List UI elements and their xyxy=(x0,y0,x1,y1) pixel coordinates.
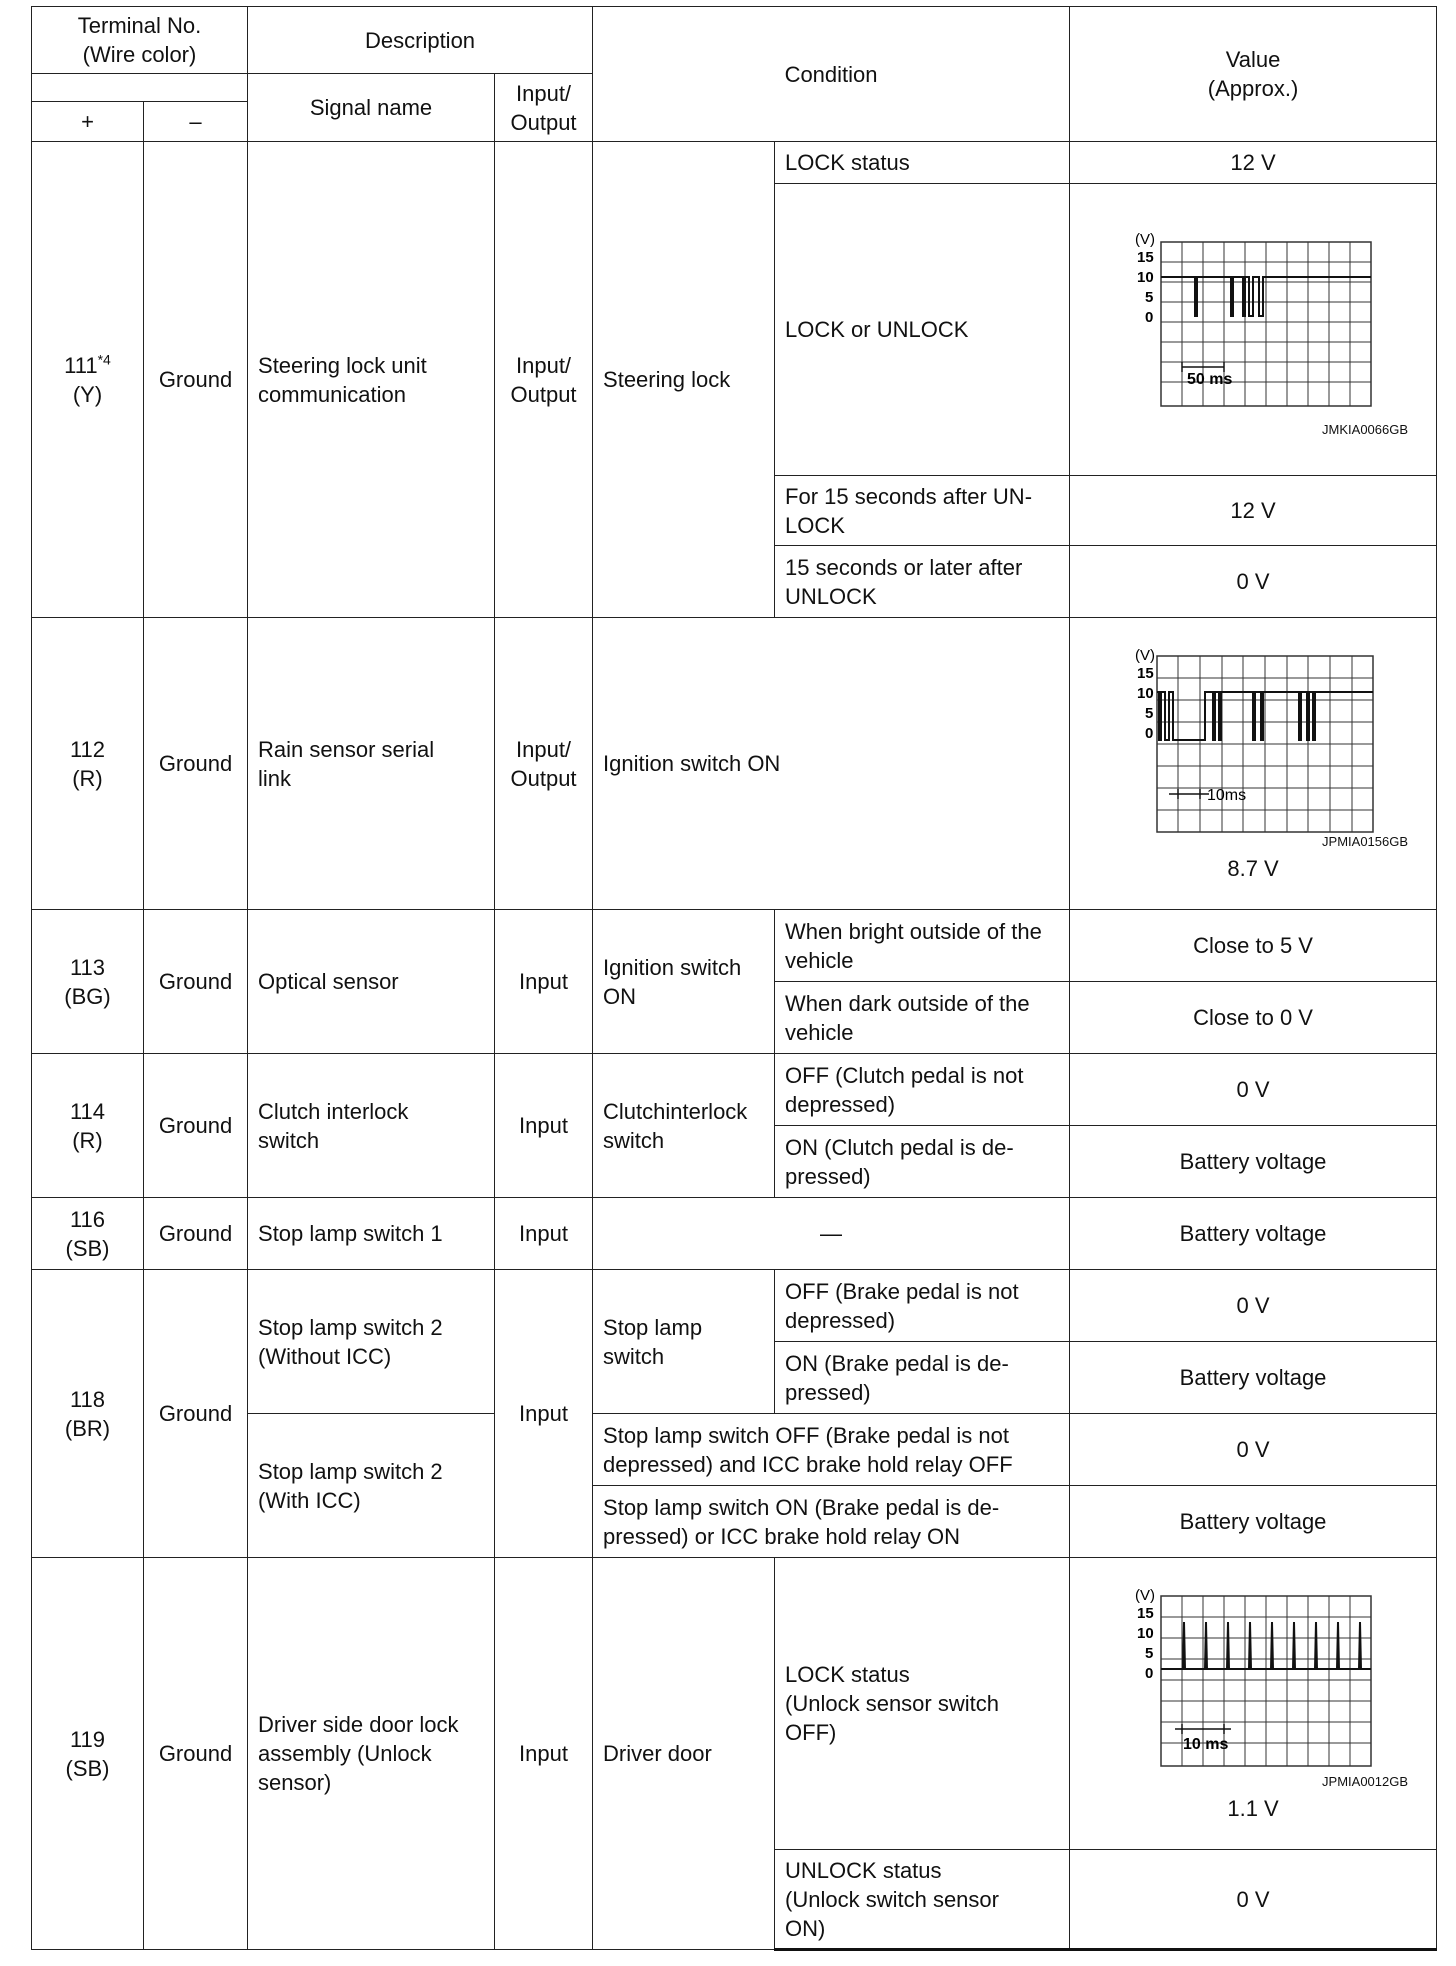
terminal-111-sub2-condition xyxy=(775,476,1070,546)
terminal-118-sub0-value: 0 V xyxy=(1070,1270,1437,1342)
header-plus: + xyxy=(32,102,144,142)
terminal-113-sub0-value: Close to 5 V xyxy=(1070,910,1437,982)
terminal-table xyxy=(31,6,1437,1951)
terminal-112-wire: (R) xyxy=(72,765,103,791)
terminal-111-sub1-condition: LOCK or UNLOCK xyxy=(775,184,1070,476)
terminal-118-sub1-condition xyxy=(775,1342,1070,1414)
terminal-111-waveform xyxy=(1070,184,1437,476)
terminal-111-sub3-condition xyxy=(775,546,1070,618)
terminal-111-number: 111 xyxy=(64,352,98,378)
terminal-111-sub3-condition-line2: UNLOCK xyxy=(785,583,877,609)
terminal-111-sub0-condition: LOCK status xyxy=(775,142,1070,184)
terminal-113-sub1-line2: vehicle xyxy=(785,1019,854,1045)
terminal-119-sub1-line1: UNLOCK status xyxy=(785,1857,942,1883)
header-condition: Condition xyxy=(593,7,1070,142)
terminal-112-condition: Ignition switch ON xyxy=(593,618,1070,910)
terminal-114-number: 114 xyxy=(69,1098,106,1124)
terminal-111-sub0-value: 12 V xyxy=(1070,142,1437,184)
terminal-113-condition-line2: ON xyxy=(603,983,637,1009)
terminal-118-signal-a-line1: Stop lamp switch 2 xyxy=(258,1314,443,1340)
header-value-line1: Value xyxy=(1225,47,1281,72)
terminal-114-sub0-line1: OFF (Clutch pedal is not xyxy=(785,1062,1024,1088)
terminal-118-condition-a xyxy=(593,1270,775,1414)
terminal-113-sub1-condition xyxy=(775,982,1070,1054)
header-io-line2: Output xyxy=(510,109,577,135)
terminal-113-sub0-line2: vehicle xyxy=(785,947,854,973)
terminal-119-signal-line2: assembly (Unlock xyxy=(258,1741,432,1766)
terminal-119-signal-line3: sensor) xyxy=(258,1770,332,1795)
terminal-118-sub2-value: 0 V xyxy=(1070,1414,1437,1486)
terminal-119-sub1-value: 0 V xyxy=(1070,1850,1437,1950)
terminal-111-signal xyxy=(248,142,495,618)
terminal-114-condition xyxy=(593,1054,775,1198)
terminal-119-signal xyxy=(248,1558,495,1950)
terminal-111-sub3-condition-line1: 15 seconds or later after xyxy=(785,554,1023,580)
header-minus: – xyxy=(144,102,248,142)
terminal-119-sub0-condition xyxy=(775,1558,1070,1850)
terminal-118-sub3-condition xyxy=(593,1486,1070,1558)
header-value xyxy=(1070,7,1437,142)
waveform-111-graph xyxy=(1103,222,1403,422)
terminal-118-sub2-condition xyxy=(593,1414,1070,1486)
terminal-113-signal: Optical sensor xyxy=(248,910,495,1054)
terminal-119-sub1-line2: (Unlock switch sensor xyxy=(785,1886,999,1912)
terminal-111-signal-line2: communication xyxy=(258,381,406,407)
terminal-114-signal xyxy=(248,1054,495,1198)
figure-code-111: JMKIA0066GB xyxy=(1322,421,1409,437)
terminal-111 xyxy=(32,142,144,618)
waveform-112-time-label: 10ms xyxy=(1207,787,1247,804)
terminal-112-signal xyxy=(248,618,495,910)
terminal-113-number: 113 xyxy=(69,954,106,980)
terminal-111-io-line1: Input/ xyxy=(516,352,572,378)
terminal-118-condition-a-line1: Stop lamp xyxy=(603,1314,703,1340)
header-terminal-line1: Terminal No. xyxy=(77,13,202,38)
header-description: Description xyxy=(248,7,593,74)
terminal-118-signal-a xyxy=(248,1270,495,1414)
terminal-114-sub1-value: Battery voltage xyxy=(1070,1126,1437,1198)
terminal-118-wire: (BR) xyxy=(64,1415,111,1441)
terminal-118-signal-a-line2: (Without ICC) xyxy=(258,1343,392,1369)
terminal-113-ground: Ground xyxy=(144,910,248,1054)
terminal-119-wire: (SB) xyxy=(65,1755,110,1781)
terminal-111-wire: (Y) xyxy=(72,381,103,407)
terminal-114 xyxy=(32,1054,144,1198)
scope-112-tick-10: 10 xyxy=(1137,685,1154,702)
terminal-113-condition xyxy=(593,910,775,1054)
terminal-118-io: Input xyxy=(495,1270,593,1558)
header-terminal-line2: (Wire color) xyxy=(82,42,197,67)
terminal-112-number: 112 xyxy=(69,736,106,762)
terminal-113-sub1-value: Close to 0 V xyxy=(1070,982,1437,1054)
scope-112-grid xyxy=(1157,656,1373,832)
scope-119-tick-0: 0 xyxy=(1145,1665,1154,1682)
waveform-119-graph xyxy=(1103,1584,1403,1774)
terminal-113-sub0-line1: When bright outside of the xyxy=(785,918,1042,944)
terminal-118-sub1-line2: pressed) xyxy=(785,1379,871,1405)
terminal-114-sub1-line1: ON (Clutch pedal is de- xyxy=(785,1134,1014,1160)
terminal-114-sub0-line2: depressed) xyxy=(785,1091,896,1117)
scope-tick-5: 5 xyxy=(1145,288,1154,306)
terminal-111-sub2-value: 12 V xyxy=(1070,476,1437,546)
terminal-111-footnote: *4 xyxy=(97,351,111,368)
terminal-119-sub1-line3: ON) xyxy=(785,1915,826,1941)
terminal-118-signal-b xyxy=(248,1414,495,1558)
terminal-119-sub1-condition xyxy=(775,1850,1070,1950)
terminal-114-io: Input xyxy=(495,1054,593,1198)
terminal-119-sub0-line2: (Unlock sensor switch xyxy=(785,1691,999,1716)
terminal-111-sub2-condition-line1: For 15 seconds after UN- xyxy=(785,483,1033,509)
scope-tick-10: 10 xyxy=(1137,268,1154,286)
time-marker-112 xyxy=(1169,789,1209,799)
waveform-119-time-label: 10 ms xyxy=(1183,1736,1229,1753)
terminal-113-sub1-line1: When dark outside of the xyxy=(785,990,1030,1016)
terminal-118-sub3-line1: Stop lamp switch ON (Brake pedal is de- xyxy=(603,1494,1000,1520)
terminal-118-number: 118 xyxy=(69,1386,106,1412)
terminal-114-sub1-condition xyxy=(775,1126,1070,1198)
scope-unit-119: (V) xyxy=(1135,1587,1156,1604)
terminal-118 xyxy=(32,1270,144,1558)
terminal-114-wire: (R) xyxy=(72,1127,103,1153)
terminal-111-sub2-condition-line2: LOCK xyxy=(785,512,845,538)
terminal-116-io: Input xyxy=(495,1198,593,1270)
terminal-111-signal-line1: Steering lock unit xyxy=(258,352,427,378)
terminal-112-io xyxy=(495,618,593,910)
waveform-111-time-label: 50 ms xyxy=(1187,370,1233,388)
terminal-114-condition-line1: Clutchinterlock xyxy=(603,1098,748,1124)
terminal-112-io-line2: Output xyxy=(510,765,577,791)
scope-unit: (V) xyxy=(1135,230,1156,248)
terminal-118-sub2-line2: depressed) and ICC brake hold relay OFF xyxy=(603,1451,1013,1477)
terminal-118-sub0-line2: depressed) xyxy=(785,1307,896,1333)
terminal-114-signal-line2: switch xyxy=(258,1127,320,1153)
header-io xyxy=(495,74,593,142)
terminal-111-io-line2: Output xyxy=(510,381,577,407)
terminal-118-ground: Ground xyxy=(144,1270,248,1558)
terminal-112-io-line1: Input/ xyxy=(516,736,572,762)
terminal-119-condition: Driver door xyxy=(593,1558,775,1950)
terminal-114-sub0-condition xyxy=(775,1054,1070,1126)
terminal-119 xyxy=(32,1558,144,1950)
scope-119-tick-15: 15 xyxy=(1137,1605,1154,1622)
terminal-116 xyxy=(32,1198,144,1270)
terminal-119-ground: Ground xyxy=(144,1558,248,1950)
terminal-114-sub0-value: 0 V xyxy=(1070,1054,1437,1126)
terminal-119-waveform xyxy=(1070,1558,1437,1850)
terminal-116-number: 116 xyxy=(69,1206,106,1232)
terminal-116-condition: — xyxy=(593,1198,1070,1270)
terminal-118-sub1-line1: ON (Brake pedal is de- xyxy=(785,1350,1009,1376)
terminal-118-sub0-condition xyxy=(775,1270,1070,1342)
terminal-119-io: Input xyxy=(495,1558,593,1950)
terminal-112-signal-line1: Rain sensor serial xyxy=(258,736,435,762)
terminal-111-sub3-value: 0 V xyxy=(1070,546,1437,618)
figure-code-119: JPMIA0012GB xyxy=(1322,1774,1409,1789)
header-value-line2: (Approx.) xyxy=(1207,76,1299,101)
scope-119-tick-5: 5 xyxy=(1145,1645,1154,1662)
terminal-111-io xyxy=(495,142,593,618)
scope-tick-15: 15 xyxy=(1137,248,1154,266)
terminal-111-ground: Ground xyxy=(144,142,248,618)
terminal-118-sub1-value: Battery voltage xyxy=(1070,1342,1437,1414)
terminal-119-signal-line1: Driver side door lock xyxy=(258,1712,459,1737)
terminal-114-sub1-line2: pressed) xyxy=(785,1163,871,1189)
terminal-116-signal: Stop lamp switch 1 xyxy=(248,1198,495,1270)
scope-112-tick-15: 15 xyxy=(1137,665,1154,682)
scope-unit-112: (V) xyxy=(1135,647,1156,664)
terminal-118-sub0-line1: OFF (Brake pedal is not xyxy=(785,1278,1019,1304)
terminal-112 xyxy=(32,618,144,910)
terminal-112-signal-line2: link xyxy=(258,765,292,791)
header-io-line1: Input/ xyxy=(516,80,572,106)
terminal-113-sub0-condition xyxy=(775,910,1070,982)
terminal-116-wire: (SB) xyxy=(65,1235,110,1261)
terminal-118-condition-a-line2: switch xyxy=(603,1343,665,1369)
terminal-118-signal-b-line1: Stop lamp switch 2 xyxy=(258,1458,443,1484)
figure-code-112: JPMIA0156GB xyxy=(1322,834,1409,849)
terminal-114-ground: Ground xyxy=(144,1054,248,1198)
terminal-112-ground: Ground xyxy=(144,618,248,910)
terminal-118-sub3-value: Battery voltage xyxy=(1070,1486,1437,1558)
scope-tick-0: 0 xyxy=(1145,308,1154,326)
terminal-112-value: 8.7 V xyxy=(1227,856,1279,881)
scope-112-tick-0: 0 xyxy=(1145,725,1154,742)
waveform-112-graph xyxy=(1103,644,1403,834)
terminal-118-sub2-line1: Stop lamp switch OFF (Brake pedal is not xyxy=(603,1422,1009,1448)
terminal-114-signal-line1: Clutch interlock xyxy=(258,1098,409,1124)
header-signal-name: Signal name xyxy=(248,74,495,142)
terminal-113 xyxy=(32,910,144,1054)
terminal-112-waveform xyxy=(1070,618,1437,910)
scope-119-tick-10: 10 xyxy=(1137,1625,1154,1642)
terminal-118-sub3-line2: pressed) or ICC brake hold relay ON xyxy=(603,1523,961,1549)
terminal-119-sub0-line3: OFF) xyxy=(785,1720,837,1745)
terminal-111-condition: Steering lock xyxy=(593,142,775,618)
terminal-113-wire: (BG) xyxy=(64,983,111,1009)
terminal-114-condition-line2: switch xyxy=(603,1127,665,1153)
terminal-116-value: Battery voltage xyxy=(1070,1198,1437,1270)
terminal-118-signal-b-line2: (With ICC) xyxy=(258,1487,361,1513)
terminal-119-sub0-line1: LOCK status xyxy=(785,1662,910,1687)
terminal-116-ground: Ground xyxy=(144,1198,248,1270)
terminal-119-sub0-value: 1.1 V xyxy=(1227,1796,1279,1821)
header-terminal xyxy=(32,7,248,74)
terminal-113-condition-line1: Ignition switch xyxy=(603,954,742,980)
scope-112-tick-5: 5 xyxy=(1145,705,1154,722)
terminal-113-io: Input xyxy=(495,910,593,1054)
terminal-119-number: 119 xyxy=(69,1726,106,1752)
